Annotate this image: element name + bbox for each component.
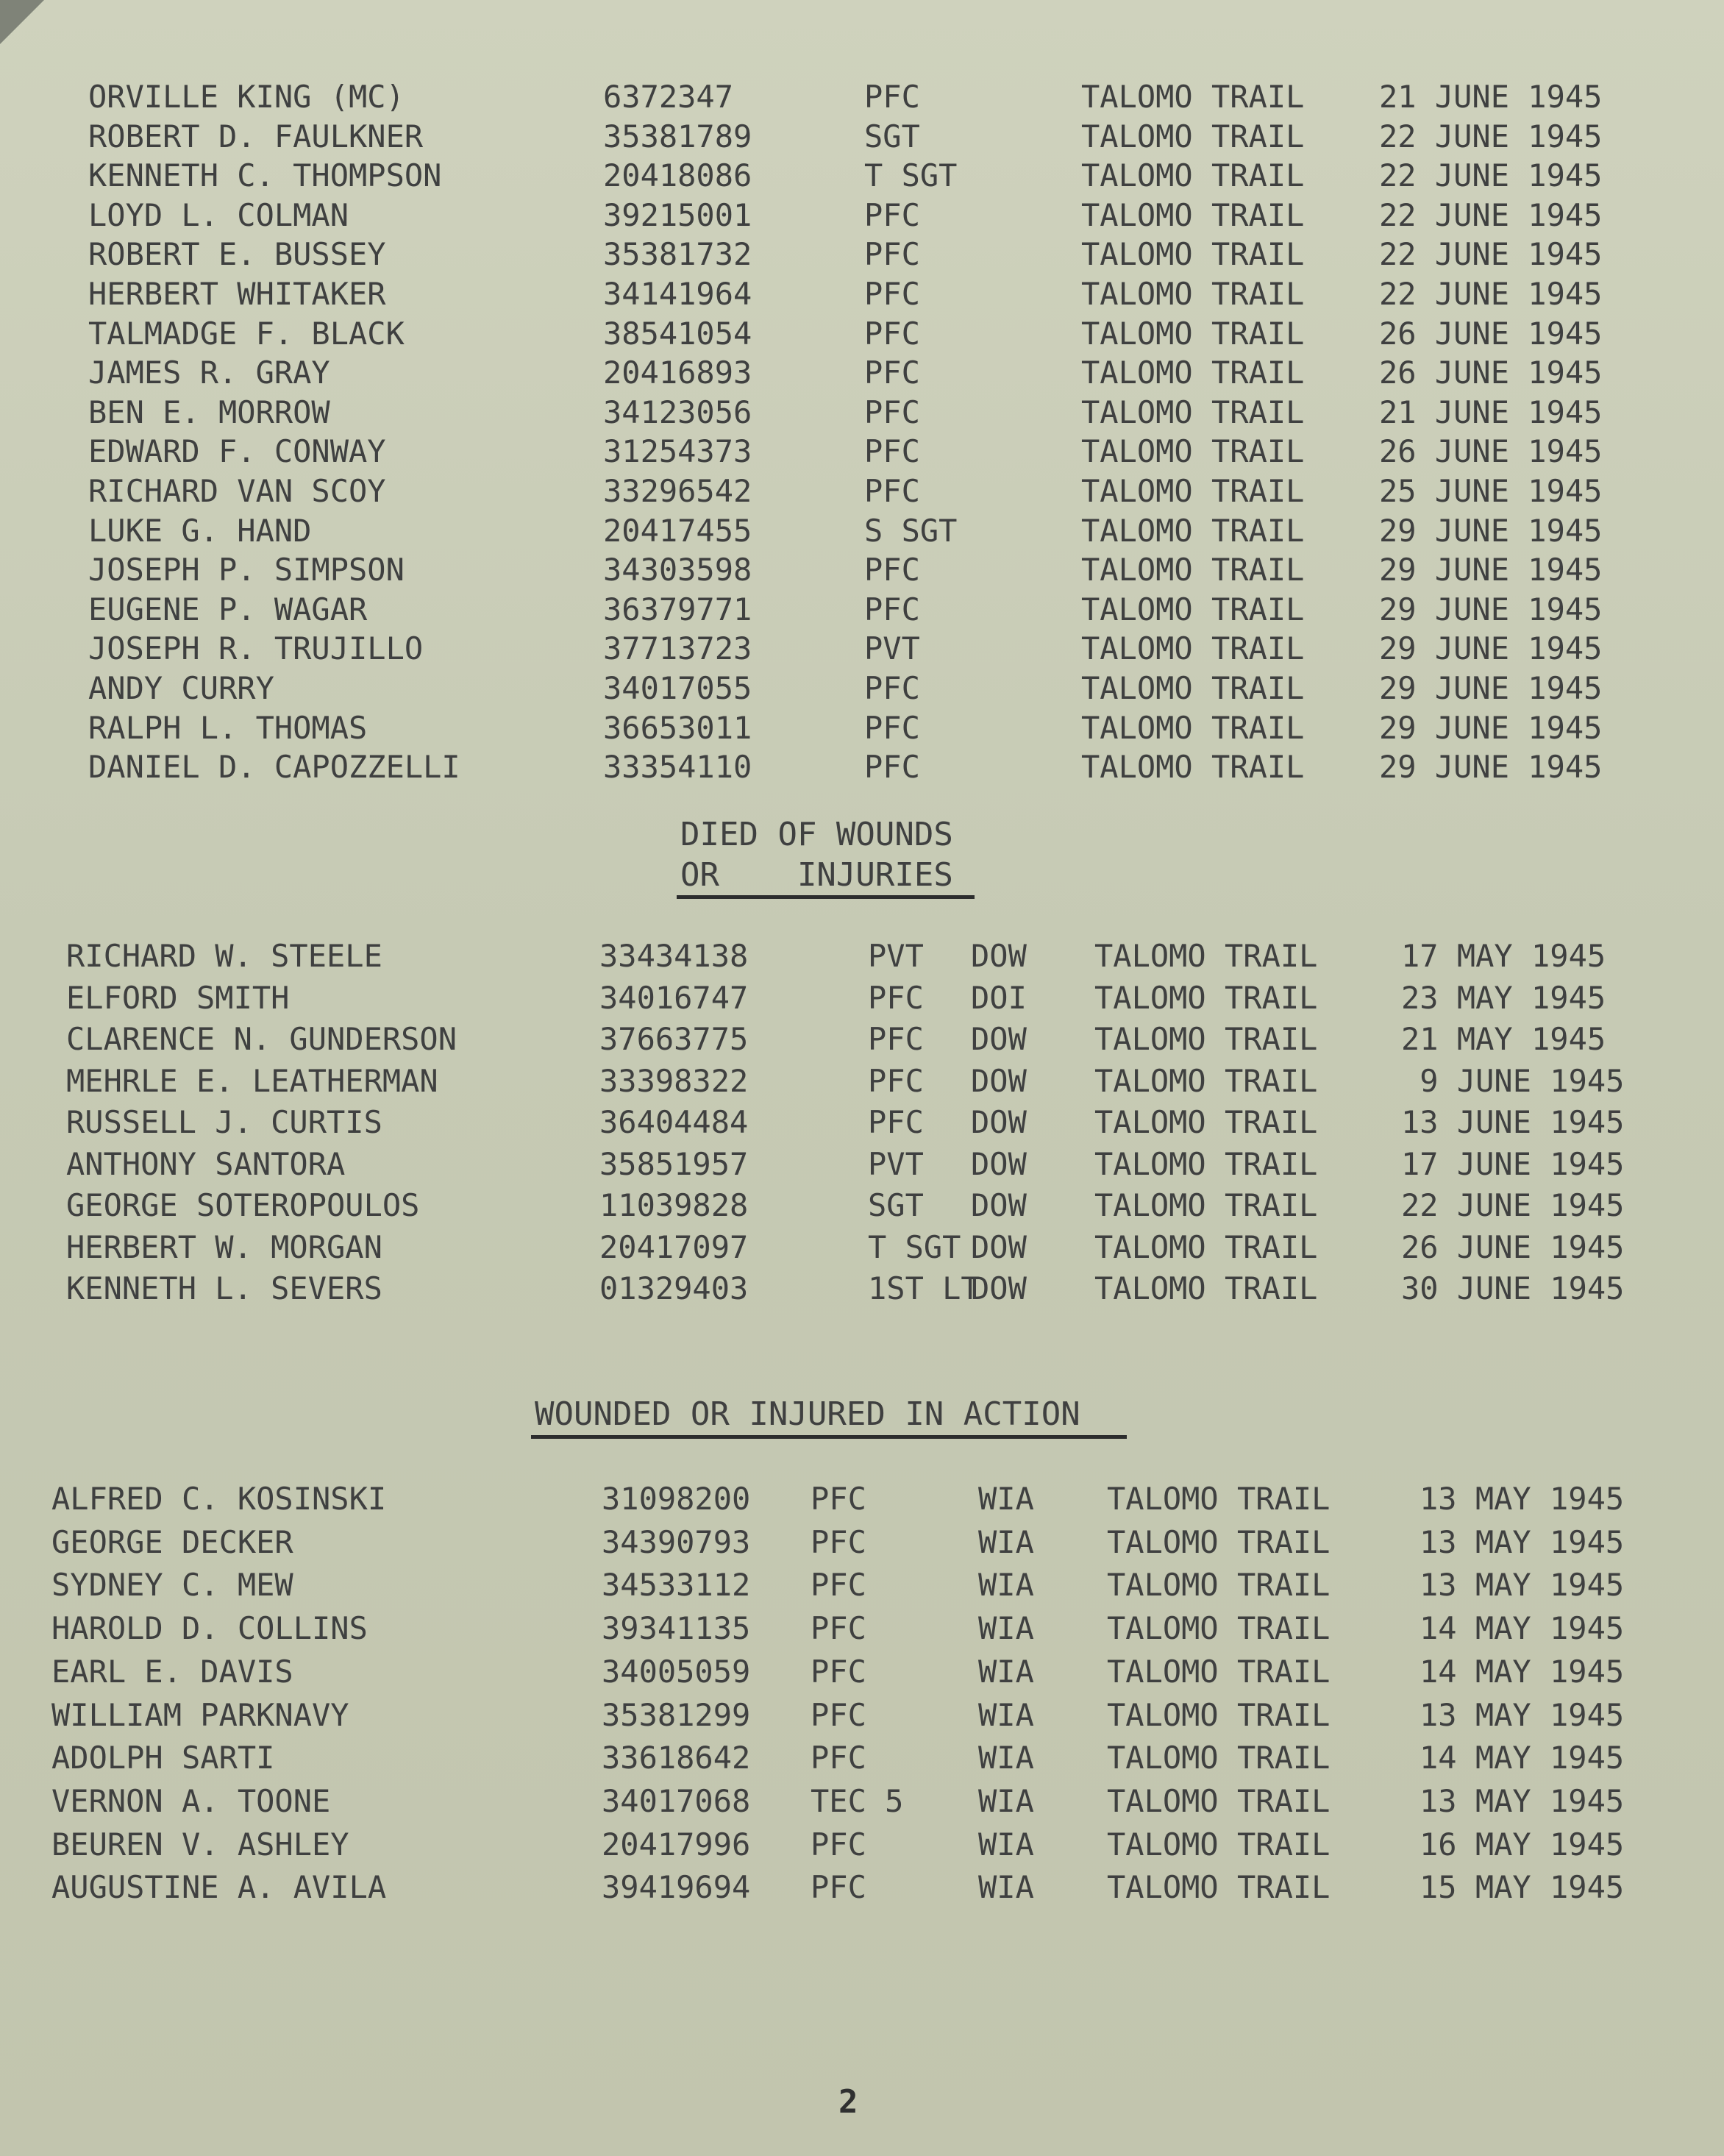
serial-cell: 33296542 — [603, 473, 752, 509]
status-cell: WIA — [978, 1782, 1034, 1819]
date-cell: 26 JUNE 1945 — [1379, 355, 1603, 391]
date-cell: 22 JUNE 1945 — [1379, 118, 1603, 154]
date-cell: 29 JUNE 1945 — [1379, 749, 1603, 786]
serial-cell: 38541054 — [603, 315, 752, 352]
page-number: 2 — [838, 2083, 858, 2121]
serial-cell: 34303598 — [603, 552, 752, 588]
serial-cell: 34017055 — [603, 670, 752, 706]
serial-cell: 36379771 — [603, 591, 752, 627]
status-cell: WIA — [978, 1610, 1034, 1647]
status-cell: WIA — [978, 1653, 1034, 1690]
rank-cell: PFC — [868, 979, 924, 1016]
table-row — [0, 1608, 1724, 1649]
place-cell: TALOMO TRAIL — [1081, 552, 1305, 588]
rank-cell: PFC — [864, 552, 920, 588]
place-cell: TALOMO TRAIL — [1107, 1523, 1331, 1560]
date-cell: 29 JUNE 1945 — [1379, 709, 1603, 746]
status-cell: WIA — [978, 1869, 1034, 1906]
table-row — [0, 431, 1724, 472]
rank-cell: SGT — [864, 118, 920, 154]
table-row — [0, 392, 1724, 433]
name-cell: HAROLD D. COLLINS — [51, 1610, 368, 1647]
name-cell: LUKE G. HAND — [88, 512, 312, 549]
table-row — [0, 1479, 1724, 1520]
name-cell: ROBERT D. FAULKNER — [88, 118, 424, 154]
place-cell: TALOMO TRAIL — [1081, 473, 1305, 509]
table-row — [0, 1268, 1724, 1309]
place-cell: TALOMO TRAIL — [1081, 118, 1305, 154]
name-cell: DANIEL D. CAPOZZELLI — [88, 749, 460, 786]
date-cell: 29 JUNE 1945 — [1379, 630, 1603, 667]
name-cell: MEHRLE E. LEATHERMAN — [66, 1062, 438, 1099]
date-cell: 14 MAY 1945 — [1420, 1740, 1625, 1776]
serial-cell: 34141964 — [603, 276, 752, 312]
serial-cell: 35381732 — [603, 236, 752, 273]
wounded-heading: WOUNDED OR INJURED IN ACTION — [535, 1395, 1080, 1433]
date-cell: 26 JUNE 1945 — [1379, 315, 1603, 352]
table-row — [0, 936, 1724, 977]
place-cell: TALOMO TRAIL — [1081, 591, 1305, 627]
name-cell: GEORGE DECKER — [51, 1523, 293, 1560]
date-cell: 29 JUNE 1945 — [1379, 591, 1603, 627]
rank-cell: PVT — [864, 630, 920, 667]
date-cell: 17 MAY 1945 — [1401, 938, 1606, 974]
serial-cell: 20416893 — [603, 355, 752, 391]
date-cell: 14 MAY 1945 — [1420, 1653, 1625, 1690]
status-cell: WIA — [978, 1740, 1034, 1776]
name-cell: AUGUSTINE A. AVILA — [51, 1869, 387, 1906]
serial-cell: 34123056 — [603, 394, 752, 430]
table-row — [0, 274, 1724, 315]
place-cell: TALOMO TRAIL — [1094, 1062, 1318, 1099]
serial-cell: 31098200 — [602, 1481, 751, 1517]
place-cell: TALOMO TRAIL — [1081, 276, 1305, 312]
place-cell: TALOMO TRAIL — [1081, 433, 1305, 470]
date-cell: 13 MAY 1945 — [1420, 1523, 1625, 1560]
table-row — [0, 352, 1724, 394]
table-row — [0, 1061, 1724, 1102]
name-cell: KENNETH L. SEVERS — [66, 1270, 382, 1306]
name-cell: ORVILLE KING (MC) — [88, 79, 405, 115]
serial-cell: 20417996 — [602, 1826, 751, 1863]
place-cell: TALOMO TRAIL — [1081, 79, 1305, 115]
date-cell: 9 JUNE 1945 — [1401, 1062, 1625, 1099]
rank-cell: PFC — [811, 1481, 866, 1517]
serial-cell: 01329403 — [599, 1270, 749, 1306]
table-row — [0, 1185, 1724, 1226]
place-cell: TALOMO TRAIL — [1081, 709, 1305, 746]
table-row — [0, 77, 1724, 118]
rank-cell: PFC — [811, 1567, 866, 1604]
date-cell: 23 MAY 1945 — [1401, 979, 1606, 1016]
rank-cell: PFC — [864, 749, 920, 786]
status-cell: WIA — [978, 1523, 1034, 1560]
serial-cell: 35381299 — [602, 1696, 751, 1733]
date-cell: 26 JUNE 1945 — [1379, 433, 1603, 470]
place-cell: TALOMO TRAIL — [1094, 1145, 1318, 1182]
rank-cell: PFC — [868, 1021, 924, 1057]
date-cell: 13 MAY 1945 — [1420, 1696, 1625, 1733]
serial-cell: 33618642 — [602, 1740, 751, 1776]
status-cell: WIA — [978, 1696, 1034, 1733]
table-row — [0, 195, 1724, 236]
place-cell: TALOMO TRAIL — [1094, 1021, 1318, 1057]
table-row — [0, 1227, 1724, 1268]
name-cell: TALMADGE F. BLACK — [88, 315, 405, 352]
wounded-heading-underline — [531, 1435, 1127, 1439]
rank-cell: SGT — [868, 1187, 924, 1223]
rank-cell: PFC — [864, 709, 920, 746]
table-row — [0, 628, 1724, 669]
serial-cell: 39341135 — [602, 1610, 751, 1647]
serial-cell: 39419694 — [602, 1869, 751, 1906]
serial-cell: 20417097 — [599, 1228, 749, 1265]
serial-cell: 34390793 — [602, 1523, 751, 1560]
serial-cell: 11039828 — [599, 1187, 749, 1223]
serial-cell: 6372347 — [603, 79, 734, 115]
name-cell: JAMES R. GRAY — [88, 355, 330, 391]
date-cell: 22 JUNE 1945 — [1379, 196, 1603, 233]
date-cell: 30 JUNE 1945 — [1401, 1270, 1625, 1306]
died-heading-line1: DIED OF WOUNDS — [680, 816, 953, 853]
rank-cell: PFC — [811, 1696, 866, 1733]
rank-cell: T SGT — [868, 1228, 961, 1265]
rank-cell: 1ST LT — [868, 1270, 980, 1306]
name-cell: CLARENCE N. GUNDERSON — [66, 1021, 457, 1057]
status-cell: WIA — [978, 1567, 1034, 1604]
status-cell: DOW — [971, 1228, 1027, 1265]
table-row — [0, 510, 1724, 552]
date-cell: 29 JUNE 1945 — [1379, 670, 1603, 706]
table-row — [0, 1102, 1724, 1143]
serial-cell: 34016747 — [599, 979, 749, 1016]
name-cell: ROBERT E. BUSSEY — [88, 236, 386, 273]
date-cell: 21 JUNE 1945 — [1379, 79, 1603, 115]
name-cell: GEORGE SOTEROPOULOS — [66, 1187, 420, 1223]
date-cell: 17 JUNE 1945 — [1401, 1145, 1625, 1182]
name-cell: ANDY CURRY — [88, 670, 274, 706]
serial-cell: 37663775 — [599, 1021, 749, 1057]
rank-cell: PFC — [811, 1653, 866, 1690]
table-row — [0, 1651, 1724, 1693]
status-cell: DOI — [971, 979, 1027, 1016]
name-cell: VERNON A. TOONE — [51, 1782, 331, 1819]
name-cell: HERBERT WHITAKER — [88, 276, 386, 312]
date-cell: 13 JUNE 1945 — [1401, 1104, 1625, 1140]
serial-cell: 31254373 — [603, 433, 752, 470]
date-cell: 29 JUNE 1945 — [1379, 552, 1603, 588]
table-row — [0, 155, 1724, 196]
status-cell: DOW — [971, 938, 1027, 974]
date-cell: 25 JUNE 1945 — [1379, 473, 1603, 509]
status-cell: DOW — [971, 1021, 1027, 1057]
name-cell: WILLIAM PARKNAVY — [51, 1696, 349, 1733]
rank-cell: PFC — [811, 1869, 866, 1906]
serial-cell: 34005059 — [602, 1653, 751, 1690]
table-row — [0, 747, 1724, 788]
status-cell: DOW — [971, 1145, 1027, 1182]
rank-cell: PFC — [864, 315, 920, 352]
place-cell: TALOMO TRAIL — [1094, 1228, 1318, 1265]
name-cell: RICHARD VAN SCOY — [88, 473, 386, 509]
date-cell: 21 JUNE 1945 — [1379, 394, 1603, 430]
status-cell: DOW — [971, 1187, 1027, 1223]
serial-cell: 33354110 — [603, 749, 752, 786]
name-cell: HERBERT W. MORGAN — [66, 1228, 382, 1265]
rank-cell: PFC — [864, 236, 920, 273]
name-cell: EDWARD F. CONWAY — [88, 433, 386, 470]
date-cell: 21 MAY 1945 — [1401, 1021, 1606, 1057]
status-cell: WIA — [978, 1481, 1034, 1517]
place-cell: TALOMO TRAIL — [1081, 236, 1305, 273]
date-cell: 22 JUNE 1945 — [1379, 276, 1603, 312]
place-cell: TALOMO TRAIL — [1107, 1782, 1331, 1819]
serial-cell: 39215001 — [603, 196, 752, 233]
rank-cell: PFC — [811, 1740, 866, 1776]
rank-cell: PFC — [864, 79, 920, 115]
place-cell: TALOMO TRAIL — [1094, 938, 1318, 974]
place-cell: TALOMO TRAIL — [1081, 315, 1305, 352]
rank-cell: PFC — [864, 276, 920, 312]
table-row — [0, 708, 1724, 749]
rank-cell: PFC — [864, 355, 920, 391]
name-cell: KENNETH C. THOMPSON — [88, 157, 442, 194]
date-cell: 22 JUNE 1945 — [1379, 157, 1603, 194]
name-cell: JOSEPH P. SIMPSON — [88, 552, 405, 588]
serial-cell: 34533112 — [602, 1567, 751, 1604]
serial-cell: 20418086 — [603, 157, 752, 194]
place-cell: TALOMO TRAIL — [1107, 1567, 1331, 1604]
date-cell: 26 JUNE 1945 — [1401, 1228, 1625, 1265]
place-cell: TALOMO TRAIL — [1107, 1653, 1331, 1690]
table-row — [0, 1867, 1724, 1908]
table-row — [0, 1824, 1724, 1865]
serial-cell: 36653011 — [603, 709, 752, 746]
serial-cell: 33434138 — [599, 938, 749, 974]
place-cell: TALOMO TRAIL — [1107, 1740, 1331, 1776]
table-row — [0, 668, 1724, 709]
place-cell: TALOMO TRAIL — [1094, 1104, 1318, 1140]
place-cell: TALOMO TRAIL — [1107, 1826, 1331, 1863]
serial-cell: 36404484 — [599, 1104, 749, 1140]
rank-cell: PFC — [811, 1826, 866, 1863]
place-cell: TALOMO TRAIL — [1081, 630, 1305, 667]
date-cell: 16 MAY 1945 — [1420, 1826, 1625, 1863]
table-row — [0, 589, 1724, 630]
serial-cell: 20417455 — [603, 512, 752, 549]
died-heading-underline — [677, 895, 975, 899]
rank-cell: PFC — [868, 1104, 924, 1140]
table-row — [0, 978, 1724, 1019]
table-row — [0, 1019, 1724, 1060]
rank-cell: T SGT — [864, 157, 958, 194]
table-row — [0, 1144, 1724, 1185]
serial-cell: 37713723 — [603, 630, 752, 667]
name-cell: RUSSELL J. CURTIS — [66, 1104, 382, 1140]
place-cell: TALOMO TRAIL — [1094, 1270, 1318, 1306]
rank-cell: PFC — [864, 670, 920, 706]
name-cell: EARL E. DAVIS — [51, 1653, 293, 1690]
table-row — [0, 1737, 1724, 1779]
name-cell: SYDNEY C. MEW — [51, 1567, 293, 1604]
name-cell: BEUREN V. ASHLEY — [51, 1826, 349, 1863]
date-cell: 14 MAY 1945 — [1420, 1610, 1625, 1647]
name-cell: RALPH L. THOMAS — [88, 709, 368, 746]
place-cell: TALOMO TRAIL — [1081, 157, 1305, 194]
place-cell: TALOMO TRAIL — [1081, 196, 1305, 233]
date-cell: 13 MAY 1945 — [1420, 1782, 1625, 1819]
place-cell: TALOMO TRAIL — [1081, 749, 1305, 786]
rank-cell: S SGT — [864, 512, 958, 549]
table-row — [0, 471, 1724, 512]
table-row — [0, 1695, 1724, 1736]
place-cell: TALOMO TRAIL — [1107, 1696, 1331, 1733]
rank-cell: PVT — [868, 1145, 924, 1182]
place-cell: TALOMO TRAIL — [1107, 1481, 1331, 1517]
rank-cell: PFC — [864, 394, 920, 430]
place-cell: TALOMO TRAIL — [1081, 512, 1305, 549]
date-cell: 13 MAY 1945 — [1420, 1567, 1625, 1604]
table-row — [0, 234, 1724, 275]
rank-cell: PFC — [864, 473, 920, 509]
rank-cell: PFC — [868, 1062, 924, 1099]
name-cell: LOYD L. COLMAN — [88, 196, 349, 233]
rank-cell: PVT — [868, 938, 924, 974]
status-cell: DOW — [971, 1104, 1027, 1140]
name-cell: ELFORD SMITH — [66, 979, 290, 1016]
died-heading-line2: OR INJURIES — [680, 856, 953, 894]
date-cell: 22 JUNE 1945 — [1401, 1187, 1625, 1223]
name-cell: RICHARD W. STEELE — [66, 938, 382, 974]
rank-cell: TEC 5 — [811, 1782, 904, 1819]
date-cell: 13 MAY 1945 — [1420, 1481, 1625, 1517]
date-cell: 29 JUNE 1945 — [1379, 512, 1603, 549]
date-cell: 15 MAY 1945 — [1420, 1869, 1625, 1906]
serial-cell: 34017068 — [602, 1782, 751, 1819]
name-cell: ANTHONY SANTORA — [66, 1145, 346, 1182]
table-row — [0, 1565, 1724, 1606]
table-row — [0, 313, 1724, 355]
rank-cell: PFC — [864, 433, 920, 470]
table-row — [0, 549, 1724, 591]
name-cell: ALFRED C. KOSINSKI — [51, 1481, 387, 1517]
name-cell: BEN E. MORROW — [88, 394, 330, 430]
rank-cell: PFC — [864, 196, 920, 233]
serial-cell: 35381789 — [603, 118, 752, 154]
name-cell: JOSEPH R. TRUJILLO — [88, 630, 424, 667]
status-cell: DOW — [971, 1062, 1027, 1099]
place-cell: TALOMO TRAIL — [1081, 394, 1305, 430]
place-cell: TALOMO TRAIL — [1094, 979, 1318, 1016]
rank-cell: PFC — [811, 1610, 866, 1647]
serial-cell: 35851957 — [599, 1145, 749, 1182]
status-cell: DOW — [971, 1270, 1027, 1306]
place-cell: TALOMO TRAIL — [1094, 1187, 1318, 1223]
name-cell: ADOLPH SARTI — [51, 1740, 275, 1776]
table-row — [0, 1781, 1724, 1822]
name-cell: EUGENE P. WAGAR — [88, 591, 368, 627]
rank-cell: PFC — [864, 591, 920, 627]
table-row — [0, 116, 1724, 157]
place-cell: TALOMO TRAIL — [1081, 670, 1305, 706]
table-row — [0, 1522, 1724, 1563]
status-cell: WIA — [978, 1826, 1034, 1863]
place-cell: TALOMO TRAIL — [1107, 1869, 1331, 1906]
place-cell: TALOMO TRAIL — [1107, 1610, 1331, 1647]
date-cell: 22 JUNE 1945 — [1379, 236, 1603, 273]
rank-cell: PFC — [811, 1523, 866, 1560]
folded-corner — [0, 0, 44, 44]
serial-cell: 33398322 — [599, 1062, 749, 1099]
place-cell: TALOMO TRAIL — [1081, 355, 1305, 391]
